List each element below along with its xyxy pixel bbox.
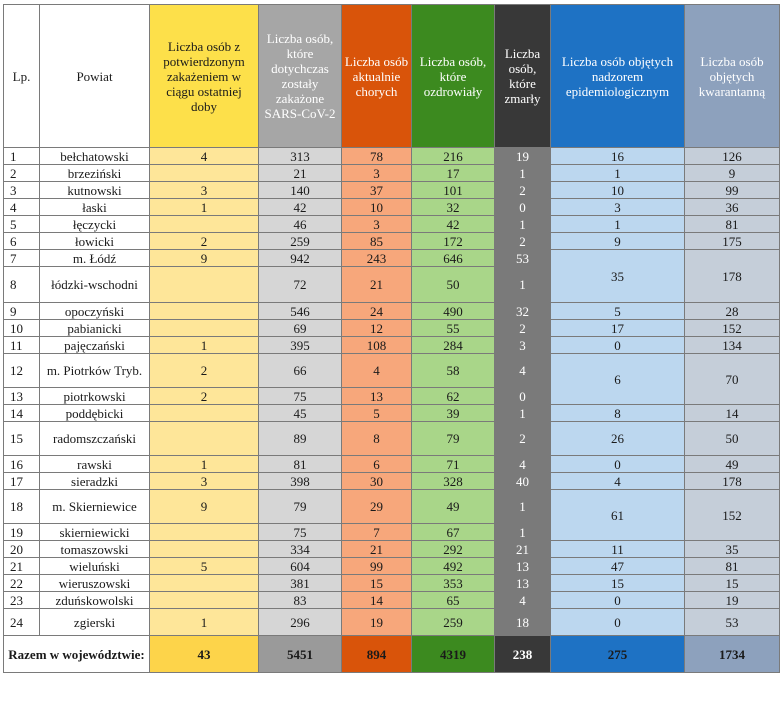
- supervision-cell: 16: [551, 148, 685, 165]
- quarantine-cell: 36: [685, 199, 780, 216]
- total-infected-cell: 75: [259, 524, 342, 541]
- total-recovered: 4319: [412, 636, 495, 673]
- powiat-cell: rawski: [40, 456, 150, 473]
- table-row: [4, 541, 780, 558]
- header-row: [4, 5, 780, 148]
- new-cases-cell: 2: [150, 388, 259, 405]
- deaths-cell: 2: [495, 320, 551, 337]
- deaths-cell: 1: [495, 405, 551, 422]
- table-row: [4, 320, 780, 337]
- new-cases-cell: 2: [150, 233, 259, 250]
- header-recovered: Liczba osób, które ozdrowiały: [412, 5, 495, 148]
- lp-cell: 19: [4, 524, 40, 541]
- quarantine-cell: 178: [685, 473, 780, 490]
- lp-cell: 21: [4, 558, 40, 575]
- recovered-cell: 79: [412, 422, 495, 456]
- supervision-cell: 4: [551, 473, 685, 490]
- recovered-cell: 50: [412, 267, 495, 303]
- total-infected-cell: 140: [259, 182, 342, 199]
- currently-sick-cell: 15: [342, 575, 412, 592]
- table-row: [4, 558, 780, 575]
- quarantine-cell: 53: [685, 609, 780, 636]
- new-cases-cell: 9: [150, 490, 259, 524]
- total-infected-cell: 313: [259, 148, 342, 165]
- deaths-cell: 1: [495, 524, 551, 541]
- totals-label: Razem w województwie:: [4, 636, 150, 673]
- total-infected-cell: 381: [259, 575, 342, 592]
- total-infected-cell: 89: [259, 422, 342, 456]
- supervision-cell: 35: [551, 250, 685, 303]
- supervision-cell: 61: [551, 490, 685, 541]
- new-cases-cell: [150, 592, 259, 609]
- recovered-cell: 71: [412, 456, 495, 473]
- total-infected-cell: 45: [259, 405, 342, 422]
- new-cases-cell: 9: [150, 250, 259, 267]
- currently-sick-cell: 7: [342, 524, 412, 541]
- deaths-cell: 40: [495, 473, 551, 490]
- total-infected-cell: 42: [259, 199, 342, 216]
- quarantine-cell: 152: [685, 320, 780, 337]
- total-infected-cell: 259: [259, 233, 342, 250]
- total-deaths: 238: [495, 636, 551, 673]
- header-epidemiological-supervision: Liczba osób objętych nadzorem epidemiologicznym: [551, 5, 685, 148]
- total-infected-cell: 75: [259, 388, 342, 405]
- recovered-cell: 490: [412, 303, 495, 320]
- quarantine-cell: 81: [685, 558, 780, 575]
- deaths-cell: 4: [495, 456, 551, 473]
- table-row: [4, 337, 780, 354]
- deaths-cell: 53: [495, 250, 551, 267]
- currently-sick-cell: 12: [342, 320, 412, 337]
- new-cases-cell: [150, 541, 259, 558]
- total-supervision: 275: [551, 636, 685, 673]
- powiat-cell: brzeziński: [40, 165, 150, 182]
- supervision-cell: 10: [551, 182, 685, 199]
- currently-sick-cell: 108: [342, 337, 412, 354]
- powiat-cell: łęczycki: [40, 216, 150, 233]
- powiat-cell: zduńskowolski: [40, 592, 150, 609]
- recovered-cell: 292: [412, 541, 495, 558]
- lp-cell: 9: [4, 303, 40, 320]
- recovered-cell: 55: [412, 320, 495, 337]
- total-infected-cell: 81: [259, 456, 342, 473]
- lp-cell: 18: [4, 490, 40, 524]
- quarantine-cell: 15: [685, 575, 780, 592]
- currently-sick-cell: 3: [342, 216, 412, 233]
- recovered-cell: 101: [412, 182, 495, 199]
- new-cases-cell: [150, 320, 259, 337]
- powiat-cell: radomszczański: [40, 422, 150, 456]
- deaths-cell: 19: [495, 148, 551, 165]
- recovered-cell: 67: [412, 524, 495, 541]
- deaths-cell: 1: [495, 165, 551, 182]
- header-deaths: Liczba osób, które zmarły: [495, 5, 551, 148]
- table-row: [4, 233, 780, 250]
- new-cases-cell: [150, 575, 259, 592]
- new-cases-cell: [150, 303, 259, 320]
- currently-sick-cell: 5: [342, 405, 412, 422]
- table-row: [4, 490, 780, 524]
- quarantine-cell: 81: [685, 216, 780, 233]
- quarantine-cell: 35: [685, 541, 780, 558]
- lp-cell: 13: [4, 388, 40, 405]
- deaths-cell: 2: [495, 422, 551, 456]
- covid-statistics-table: [3, 4, 780, 673]
- currently-sick-cell: 21: [342, 541, 412, 558]
- supervision-cell: 0: [551, 337, 685, 354]
- header-new-cases-24h: Liczba osób z potwierdzonym zakażeniem w ciągu ostatniej doby: [150, 5, 259, 148]
- supervision-cell: 15: [551, 575, 685, 592]
- powiat-cell: łaski: [40, 199, 150, 216]
- quarantine-cell: 9: [685, 165, 780, 182]
- currently-sick-cell: 30: [342, 473, 412, 490]
- powiat-cell: pajęczański: [40, 337, 150, 354]
- deaths-cell: 13: [495, 575, 551, 592]
- recovered-cell: 65: [412, 592, 495, 609]
- powiat-cell: m. Skierniewice: [40, 490, 150, 524]
- table-row: [4, 148, 780, 165]
- recovered-cell: 49: [412, 490, 495, 524]
- quarantine-cell: 152: [685, 490, 780, 541]
- quarantine-cell: 49: [685, 456, 780, 473]
- new-cases-cell: [150, 216, 259, 233]
- quarantine-cell: 178: [685, 250, 780, 303]
- powiat-cell: łódzki-wschodni: [40, 267, 150, 303]
- deaths-cell: 4: [495, 592, 551, 609]
- total-infected-cell: 46: [259, 216, 342, 233]
- currently-sick-cell: 24: [342, 303, 412, 320]
- deaths-cell: 13: [495, 558, 551, 575]
- supervision-cell: 8: [551, 405, 685, 422]
- recovered-cell: 259: [412, 609, 495, 636]
- deaths-cell: 2: [495, 233, 551, 250]
- lp-cell: 7: [4, 250, 40, 267]
- supervision-cell: 26: [551, 422, 685, 456]
- table-row: [4, 405, 780, 422]
- currently-sick-cell: 37: [342, 182, 412, 199]
- supervision-cell: 6: [551, 354, 685, 405]
- lp-cell: 22: [4, 575, 40, 592]
- lp-cell: 8: [4, 267, 40, 303]
- deaths-cell: 2: [495, 182, 551, 199]
- total-infected-cell: 942: [259, 250, 342, 267]
- recovered-cell: 39: [412, 405, 495, 422]
- table-row: [4, 592, 780, 609]
- lp-cell: 5: [4, 216, 40, 233]
- new-cases-cell: 2: [150, 354, 259, 388]
- powiat-cell: sieradzki: [40, 473, 150, 490]
- new-cases-cell: 3: [150, 473, 259, 490]
- total-infected-cell: 395: [259, 337, 342, 354]
- lp-cell: 20: [4, 541, 40, 558]
- recovered-cell: 353: [412, 575, 495, 592]
- total-infected-cell: 296: [259, 609, 342, 636]
- new-cases-cell: 1: [150, 337, 259, 354]
- total-quarantine: 1734: [685, 636, 780, 673]
- currently-sick-cell: 99: [342, 558, 412, 575]
- total-infected-cell: 69: [259, 320, 342, 337]
- recovered-cell: 42: [412, 216, 495, 233]
- quarantine-cell: 19: [685, 592, 780, 609]
- powiat-cell: m. Piotrków Tryb.: [40, 354, 150, 388]
- currently-sick-cell: 78: [342, 148, 412, 165]
- total-new-cases: 43: [150, 636, 259, 673]
- powiat-cell: bełchatowski: [40, 148, 150, 165]
- deaths-cell: 0: [495, 388, 551, 405]
- deaths-cell: 1: [495, 490, 551, 524]
- currently-sick-cell: 8: [342, 422, 412, 456]
- new-cases-cell: 1: [150, 199, 259, 216]
- quarantine-cell: 175: [685, 233, 780, 250]
- deaths-cell: 1: [495, 216, 551, 233]
- powiat-cell: wieluński: [40, 558, 150, 575]
- currently-sick-cell: 6: [342, 456, 412, 473]
- lp-cell: 1: [4, 148, 40, 165]
- recovered-cell: 328: [412, 473, 495, 490]
- new-cases-cell: 5: [150, 558, 259, 575]
- recovered-cell: 216: [412, 148, 495, 165]
- quarantine-cell: 126: [685, 148, 780, 165]
- total-infected-cell: 398: [259, 473, 342, 490]
- total-infected-cell: 83: [259, 592, 342, 609]
- table-row: [4, 250, 780, 267]
- quarantine-cell: 14: [685, 405, 780, 422]
- table-row: [4, 575, 780, 592]
- new-cases-cell: [150, 267, 259, 303]
- supervision-cell: 5: [551, 303, 685, 320]
- total-infected-cell: 21: [259, 165, 342, 182]
- powiat-cell: tomaszowski: [40, 541, 150, 558]
- powiat-cell: poddębicki: [40, 405, 150, 422]
- lp-cell: 17: [4, 473, 40, 490]
- table-row: [4, 354, 780, 388]
- recovered-cell: 17: [412, 165, 495, 182]
- total-infected-cell: 79: [259, 490, 342, 524]
- powiat-cell: piotrkowski: [40, 388, 150, 405]
- quarantine-cell: 99: [685, 182, 780, 199]
- supervision-cell: 0: [551, 592, 685, 609]
- lp-cell: 6: [4, 233, 40, 250]
- new-cases-cell: 1: [150, 609, 259, 636]
- currently-sick-cell: 14: [342, 592, 412, 609]
- quarantine-cell: 28: [685, 303, 780, 320]
- table-row: [4, 422, 780, 456]
- powiat-cell: kutnowski: [40, 182, 150, 199]
- lp-cell: 12: [4, 354, 40, 388]
- currently-sick-cell: 19: [342, 609, 412, 636]
- supervision-cell: 17: [551, 320, 685, 337]
- lp-cell: 2: [4, 165, 40, 182]
- table-row: [4, 609, 780, 636]
- supervision-cell: 0: [551, 456, 685, 473]
- currently-sick-cell: 10: [342, 199, 412, 216]
- currently-sick-cell: 3: [342, 165, 412, 182]
- total-sick: 894: [342, 636, 412, 673]
- table-row: [4, 473, 780, 490]
- totals-row: [4, 636, 780, 673]
- header-quarantine: Liczba osób objętych kwarantanną: [685, 5, 780, 148]
- recovered-cell: 492: [412, 558, 495, 575]
- supervision-cell: 11: [551, 541, 685, 558]
- powiat-cell: pabianicki: [40, 320, 150, 337]
- currently-sick-cell: 13: [342, 388, 412, 405]
- quarantine-cell: 134: [685, 337, 780, 354]
- supervision-cell: 0: [551, 609, 685, 636]
- table-row: [4, 456, 780, 473]
- powiat-cell: m. Łódź: [40, 250, 150, 267]
- header-currently-sick: Liczba osób aktualnie chorych: [342, 5, 412, 148]
- currently-sick-cell: 85: [342, 233, 412, 250]
- powiat-cell: opoczyński: [40, 303, 150, 320]
- table-row: [4, 182, 780, 199]
- lp-cell: 11: [4, 337, 40, 354]
- total-infected: 5451: [259, 636, 342, 673]
- quarantine-cell: 50: [685, 422, 780, 456]
- new-cases-cell: 4: [150, 148, 259, 165]
- new-cases-cell: [150, 524, 259, 541]
- powiat-cell: wieruszowski: [40, 575, 150, 592]
- currently-sick-cell: 29: [342, 490, 412, 524]
- new-cases-cell: 1: [150, 456, 259, 473]
- supervision-cell: 9: [551, 233, 685, 250]
- header-lp: Lp.: [4, 5, 40, 148]
- deaths-cell: 1: [495, 267, 551, 303]
- recovered-cell: 646: [412, 250, 495, 267]
- lp-cell: 4: [4, 199, 40, 216]
- lp-cell: 14: [4, 405, 40, 422]
- powiat-cell: skierniewicki: [40, 524, 150, 541]
- new-cases-cell: [150, 422, 259, 456]
- deaths-cell: 32: [495, 303, 551, 320]
- table-row: [4, 199, 780, 216]
- recovered-cell: 32: [412, 199, 495, 216]
- deaths-cell: 21: [495, 541, 551, 558]
- total-infected-cell: 604: [259, 558, 342, 575]
- supervision-cell: 1: [551, 216, 685, 233]
- powiat-cell: łowicki: [40, 233, 150, 250]
- recovered-cell: 58: [412, 354, 495, 388]
- recovered-cell: 172: [412, 233, 495, 250]
- lp-cell: 24: [4, 609, 40, 636]
- table-row: [4, 303, 780, 320]
- header-powiat: Powiat: [40, 5, 150, 148]
- supervision-cell: 3: [551, 199, 685, 216]
- total-infected-cell: 334: [259, 541, 342, 558]
- deaths-cell: 0: [495, 199, 551, 216]
- recovered-cell: 62: [412, 388, 495, 405]
- lp-cell: 15: [4, 422, 40, 456]
- lp-cell: 10: [4, 320, 40, 337]
- total-infected-cell: 66: [259, 354, 342, 388]
- lp-cell: 16: [4, 456, 40, 473]
- lp-cell: 3: [4, 182, 40, 199]
- total-infected-cell: 546: [259, 303, 342, 320]
- new-cases-cell: [150, 165, 259, 182]
- supervision-cell: 47: [551, 558, 685, 575]
- table-body: [4, 148, 780, 636]
- powiat-cell: zgierski: [40, 609, 150, 636]
- new-cases-cell: 3: [150, 182, 259, 199]
- recovered-cell: 284: [412, 337, 495, 354]
- currently-sick-cell: 21: [342, 267, 412, 303]
- lp-cell: 23: [4, 592, 40, 609]
- deaths-cell: 3: [495, 337, 551, 354]
- header-total-infected: Liczba osób, które dotychczas zostały zakażone SARS-CoV-2: [259, 5, 342, 148]
- deaths-cell: 4: [495, 354, 551, 388]
- currently-sick-cell: 243: [342, 250, 412, 267]
- currently-sick-cell: 4: [342, 354, 412, 388]
- total-infected-cell: 72: [259, 267, 342, 303]
- table-row: [4, 216, 780, 233]
- supervision-cell: 1: [551, 165, 685, 182]
- table-row: [4, 165, 780, 182]
- quarantine-cell: 70: [685, 354, 780, 405]
- new-cases-cell: [150, 405, 259, 422]
- deaths-cell: 18: [495, 609, 551, 636]
